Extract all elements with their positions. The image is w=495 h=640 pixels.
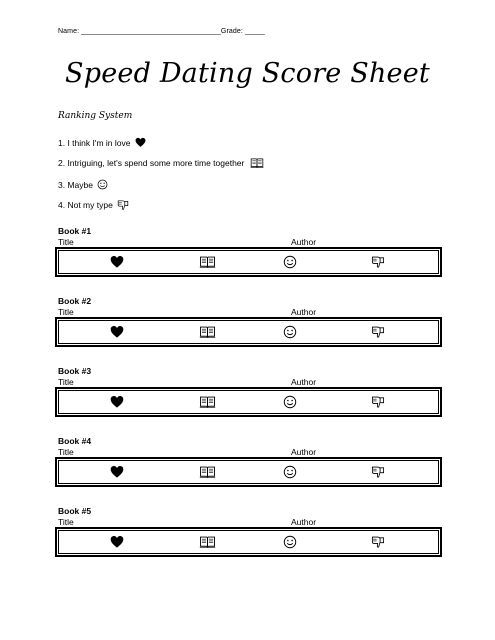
ranking-item-intriguing bbox=[58, 157, 264, 169]
author-label: Author bbox=[291, 447, 317, 457]
thumbs-down-icon[interactable] bbox=[371, 465, 385, 479]
book-entry-2 bbox=[58, 296, 442, 347]
heart-icon[interactable] bbox=[110, 255, 124, 269]
smiley-icon[interactable] bbox=[283, 465, 297, 479]
title-label: Title bbox=[58, 517, 74, 527]
smiley-icon[interactable] bbox=[283, 535, 297, 549]
author-label: Author bbox=[291, 517, 317, 527]
score-box bbox=[55, 247, 442, 277]
thumbs-down-icon[interactable] bbox=[371, 325, 385, 339]
book-heading: Book #5 bbox=[58, 506, 92, 516]
book-icon bbox=[250, 157, 264, 169]
book-icon[interactable] bbox=[199, 465, 216, 479]
thumbs-down-icon[interactable] bbox=[371, 395, 385, 409]
book-entry-1 bbox=[58, 226, 442, 277]
ranking-item-label: 1. I think I'm in love bbox=[58, 137, 131, 148]
score-box bbox=[55, 317, 442, 347]
book-entry-5 bbox=[58, 506, 442, 557]
title-label: Title bbox=[58, 447, 74, 457]
ranking-item-label: 3. Maybe bbox=[58, 179, 93, 190]
thumbs-down-icon[interactable] bbox=[371, 255, 385, 269]
book-heading: Book #1 bbox=[58, 226, 92, 236]
book-icon[interactable] bbox=[199, 325, 216, 339]
ranking-item-not-my-type bbox=[58, 199, 129, 211]
title-label: Title bbox=[58, 377, 74, 387]
title-label: Title bbox=[58, 307, 74, 317]
ranking-item-label: 4. Not my type bbox=[58, 200, 113, 210]
heart-icon bbox=[135, 137, 146, 148]
heart-icon[interactable] bbox=[110, 465, 124, 479]
score-box bbox=[55, 527, 442, 557]
thumbs-down-icon[interactable] bbox=[371, 535, 385, 549]
score-box bbox=[55, 387, 442, 417]
thumbs-down-icon bbox=[117, 199, 129, 211]
heart-icon[interactable] bbox=[110, 325, 124, 339]
ranking-system-heading: Ranking System bbox=[58, 111, 133, 121]
book-entry-4 bbox=[58, 436, 442, 487]
author-label: Author bbox=[291, 307, 317, 317]
smiley-icon[interactable] bbox=[283, 395, 297, 409]
book-heading: Book #3 bbox=[58, 366, 92, 376]
smiley-icon bbox=[97, 179, 108, 190]
author-label: Author bbox=[291, 377, 317, 387]
score-box bbox=[55, 457, 442, 487]
ranking-item-maybe bbox=[58, 179, 108, 190]
book-icon[interactable] bbox=[199, 255, 216, 269]
book-icon[interactable] bbox=[199, 535, 216, 549]
heart-icon[interactable] bbox=[110, 395, 124, 409]
ranking-item-love bbox=[58, 137, 146, 148]
smiley-icon[interactable] bbox=[283, 325, 297, 339]
name-grade-line[interactable]: Name: ___________________________________Grade: _____ bbox=[58, 28, 265, 35]
heart-icon[interactable] bbox=[110, 535, 124, 549]
smiley-icon[interactable] bbox=[283, 255, 297, 269]
book-heading: Book #2 bbox=[58, 296, 92, 306]
book-entry-3 bbox=[58, 366, 442, 417]
page-title: Speed Dating Score Sheet bbox=[65, 58, 430, 89]
book-heading: Book #4 bbox=[58, 436, 92, 446]
author-label: Author bbox=[291, 237, 317, 247]
title-label: Title bbox=[58, 237, 74, 247]
ranking-item-label: 2. Intriguing, let's spend some more time together bbox=[58, 158, 245, 168]
book-icon[interactable] bbox=[199, 395, 216, 409]
